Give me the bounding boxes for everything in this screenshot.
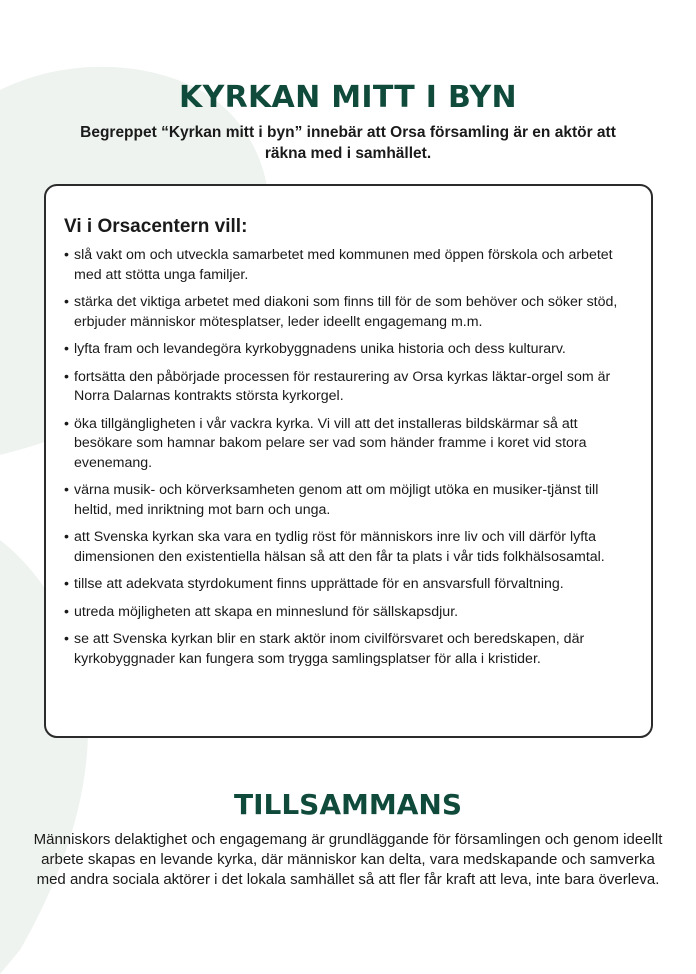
- goal-item: [64, 630, 639, 669]
- goals-box: [44, 184, 653, 738]
- section-title-tillsammans: TILLSAMMANS: [233, 788, 463, 821]
- tillsammans-text: Människors delaktighet och engagemang är grundläggande för församlingen och genom ideellt arbete skapas en levande kyrka, där människor kan delta, vara medskapande och samverka med andra sociala aktörer i det lokala samhället så att fler får kraft att leva, inte bara överleva.: [33, 831, 663, 888]
- section-intro: Begreppet “Kyrkan mitt i byn” innebär att Orsa församling är en aktör att räkna med i samhället.: [80, 124, 616, 162]
- goals-list: [64, 246, 639, 677]
- goal-text: värna musik- och körverksamheten genom att om möjligt utöka en musiker-tjänst till heltid, med inriktning mot barn och unga.: [74, 482, 599, 518]
- bullet-icon: •: [64, 631, 69, 647]
- goal-item: [64, 528, 639, 567]
- goal-text: lyfta fram och levandegöra kyrkobyggnadens unika historia och dess kulturarv.: [74, 341, 566, 357]
- goal-text: stärka det viktiga arbetet med diakoni som finns till för de som behöver och söker stöd, erbjuder människor mötesplatser, leder ideellt engagemang m.m.: [74, 294, 618, 330]
- goal-text: fortsätta den påbörjade processen för restaurering av Orsa kyrkas läktar-orgel som är Norra Dalarnas kontrakts största kyrkorgel.: [74, 368, 611, 404]
- goal-item: [64, 293, 639, 332]
- bullet-icon: •: [64, 415, 69, 432]
- bullet-icon: •: [64, 603, 69, 620]
- goal-item: [64, 340, 639, 360]
- goal-text: utreda möjligheten att skapa en minneslund för sällskapsdjur.: [74, 603, 459, 620]
- goal-item: [64, 603, 639, 623]
- bullet-icon: •: [64, 529, 69, 545]
- bullet-icon: •: [64, 368, 69, 385]
- goal-item: [64, 575, 639, 595]
- goal-text: att Svenska kyrkan ska vara en tydlig röst för människors inre liv och vill därför lyfta dimensionen den existentiella hälsan så att den får ta plats i vår tids folkhälsosamtal.: [74, 529, 605, 565]
- bullet-icon: •: [64, 294, 69, 310]
- bullet-icon: •: [64, 576, 69, 592]
- section-title-kyrkan-mitt-i-byn: KYRKAN MITT I BYN: [179, 80, 517, 115]
- bullet-icon: •: [64, 247, 69, 263]
- goal-text: tillse att adekvata styrdokument finns upprättade för en ansvarsfull förvaltning.: [74, 576, 564, 592]
- bullet-icon: •: [64, 482, 69, 498]
- goals-heading: Vi i Orsacentern vill:: [64, 216, 248, 237]
- bullet-icon: •: [64, 341, 69, 357]
- goal-item: [64, 246, 639, 285]
- goal-item: [64, 415, 639, 474]
- goal-text: öka tillgängligheten i vår vackra kyrka. Vi vill att det installeras bildskärmar så att besökare som hamnar bakom pelare ser vad som händer framme i koret vid stora evenemang.: [74, 415, 587, 471]
- goal-item: [64, 368, 639, 407]
- goal-item: [64, 481, 639, 520]
- goal-text: slå vakt om och utveckla samarbetet med kommunen med öppen förskola och arbetet med att stötta unga familjer.: [74, 247, 613, 283]
- goal-text: se att Svenska kyrkan blir en stark aktör inom civilförsvaret och beredskapen, där kyrkobyggnader kan fungera som trygga samlingsplatser för alla i kristider.: [74, 631, 585, 667]
